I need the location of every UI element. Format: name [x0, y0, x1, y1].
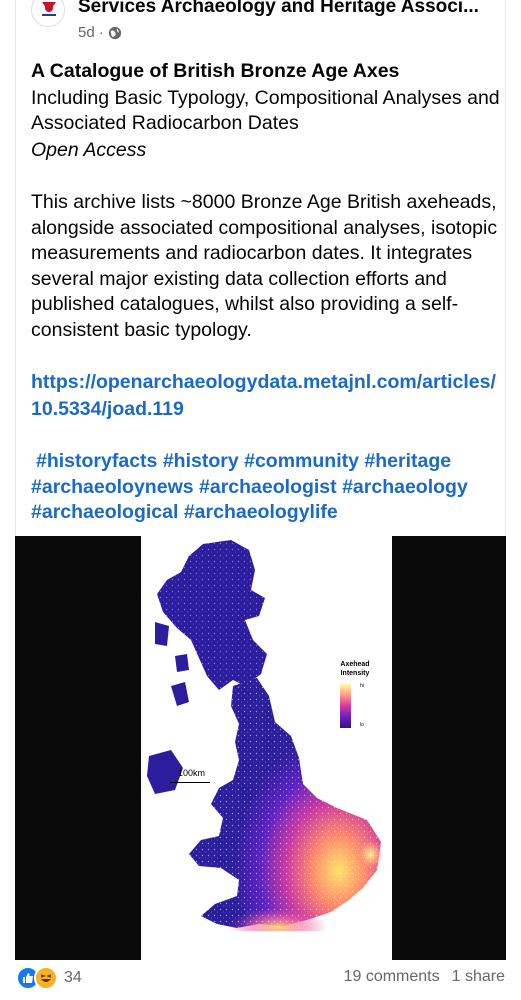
hashtag-link[interactable]: #archaeological — [31, 501, 179, 523]
hashtag-link[interactable]: #archaeologist — [199, 475, 337, 498]
post-subtitle: Including Basic Typology, Compositional Analyses and Associated Radiocarbon Dates — [31, 87, 500, 134]
open-access-label: Open Access — [31, 139, 147, 161]
hashtag-link[interactable]: #history — [162, 450, 239, 472]
card-border-left — [15, 0, 16, 540]
engagement-stats — [344, 968, 505, 986]
comments-count[interactable]: 19 comments — [343, 968, 440, 985]
card-border-right — [505, 0, 506, 540]
hashtag-link[interactable]: #heritage — [364, 450, 452, 472]
shares-count[interactable]: 1 share — [451, 968, 505, 985]
legend-lo-label: lo — [360, 722, 364, 728]
hashtag-link[interactable]: #historyfacts — [36, 450, 158, 472]
legend-hi-label: hi — [360, 683, 364, 689]
reaction-count: 34 — [64, 969, 82, 986]
map-scale-label: 100km — [178, 768, 206, 778]
page-avatar[interactable] — [31, 0, 65, 27]
post-time[interactable]: 5d — [78, 24, 95, 41]
map-scale-bar — [170, 782, 210, 783]
hashtag-link[interactable]: #archaeologylife — [183, 501, 338, 523]
page-name[interactable]: Services Archaeology and Heritage Associ... — [78, 0, 479, 17]
post-footer — [0, 966, 521, 996]
meta-separator: · — [98, 24, 104, 41]
britain-heatmap — [141, 536, 392, 960]
legend-color-bar — [340, 684, 351, 728]
hashtag-link[interactable]: #archaeoloynews — [31, 475, 194, 498]
legend-title-line2: Intensity — [340, 670, 370, 677]
hashtag-link[interactable]: #archaeology — [342, 475, 468, 498]
reactions-summary[interactable] — [16, 966, 82, 990]
hashtag-link[interactable]: #community — [244, 450, 359, 472]
map-image — [141, 536, 392, 960]
haha-icon — [34, 966, 58, 990]
post-body: This archive lists ~8000 Bronze Age British axeheads, alongside associated compositional analyses, isotopic measurements and radiocarbon dates. It integrates several major existing data collection efforts and published catalogues, whilst also providing a self-consistent basic typology. — [31, 191, 498, 341]
hashtag-list — [31, 449, 501, 526]
legend-title-line1: Axehead — [340, 661, 370, 668]
page-logo-icon — [32, 0, 65, 27]
post-meta — [78, 24, 122, 41]
legend-title — [337, 660, 373, 678]
globe-icon — [108, 26, 122, 40]
post-title: A Catalogue of British Bronze Age Axes — [31, 60, 400, 82]
article-link[interactable]: https://openarchaeologydata.metajnl.com/articles/10.5334/joad.119 — [31, 371, 496, 420]
